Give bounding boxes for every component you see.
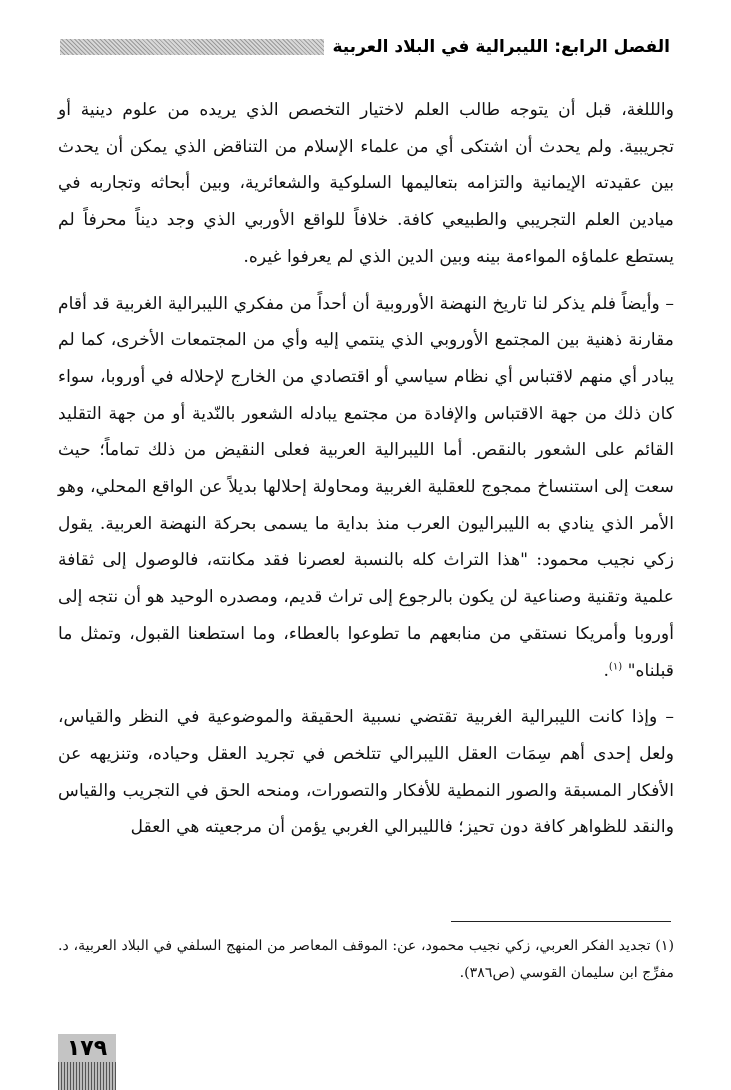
chapter-title: الفصل الرابع: الليبرالية في البلاد العربية <box>332 37 670 57</box>
page-number: ١٧٩ <box>66 1036 108 1061</box>
header-pattern-bar <box>60 39 324 55</box>
footnote: (١) تجديد الفكر العربي، زكي نجيب محمود، عن: الموقف المعاصر من المنهج السلفي في البلاد العربية، د. مفرِّج ابن سليمان القوسي (ص٣٨٦). <box>58 938 674 981</box>
paragraph-2-text: – وأيضاً فلم يذكر لنا تاريخ النهضة الأوروبية أن أحداً من مفكري الليبرالية الغربية قد أقام مقارنة ذهنية بين المجتمع الأوروبي الذي ينتمي إليه وأي من المجتمعات الأخرى، كما لم يبادر أي منهم لاقتباس أي نظام سياسي أو اقتصادي من الخارج لإحلاله في أوروبا، سواء كان ذلك من جهة الاقتباس والإفادة من مجتمع يبادله الشعور بالنّدية أو من جهة التقليد القائم على الشعور بالنقص. أما الليبرالية العربية فعلى النقيض من ذلك تماماً؛ حيث سعت إلى استنساخ ممجوج للعقلية الغربية ومحاولة إحلالها بديلاً عن الواقع المحلي، وهو الأمر الذي ينادي به الليبراليون العرب منذ بداية ما يسمى بحركة النهضة العربية. يقول زكي نجيب محمود: "هذا التراث كله بالنسبة لعصرنا فقد مكانته، فالوصول إلى ثقافة علمية وتقنية وصناعية لن يكون بالرجوع إلى تراث قديم، ومصدره الوحيد هو أن نتجه إلى أوروبا وأمريكا نستقي من منابعهم ما تطوعوا بالعطاء، وما استطعنا القبول، وتمثل ما قبلناه" <box>58 293 674 681</box>
body-text <box>58 92 674 846</box>
footnote-divider <box>451 921 671 922</box>
paragraph-2-end: . <box>603 660 609 681</box>
paragraph-2 <box>58 286 674 690</box>
running-header <box>60 34 670 60</box>
paragraph-1: والللغة، قبل أن يتوجه طالب العلم لاختيار التخصص الذي يريده من علوم دينية أو تجريبية. ولم يحدث أن اشتكى أي من علماء الإسلام من التناقض الذي يمكن أن يحدث بين عقيدته الإيمانية والتزامه بتعاليمها السلوكية والشعائرية، وبين أبحاثه وتجاربه في ميادين العلم التجريبي والطبيعي كافة. خلافاً للواقع الأوربي الذي وجد ديناً محرفاً لم يستطع علماؤه المواءمة بينه وبين الدين الذي لم يعرفوا غيره. <box>58 100 674 267</box>
page-number-box <box>58 1034 116 1090</box>
paragraph-3: – وإذا كانت الليبرالية الغربية تقتضي نسبية الحقيقة والموضوعية في النظر والقياس، ولعل إحدى أهم سِمَات العقل الليبرالي تتلخص في تجريد العقل وحياده، وتنزيهه عن الأفكار المسبقة والصور النمطية للأفكار والتصورات، ومنحه الحق في التجريب والقياس والنقد للظواهر كافة دون تحيز؛ فالليبرالي الغربي يؤمن أن مرجعيته هي العقل <box>58 707 674 838</box>
footnote-reference: (١) <box>608 660 623 672</box>
